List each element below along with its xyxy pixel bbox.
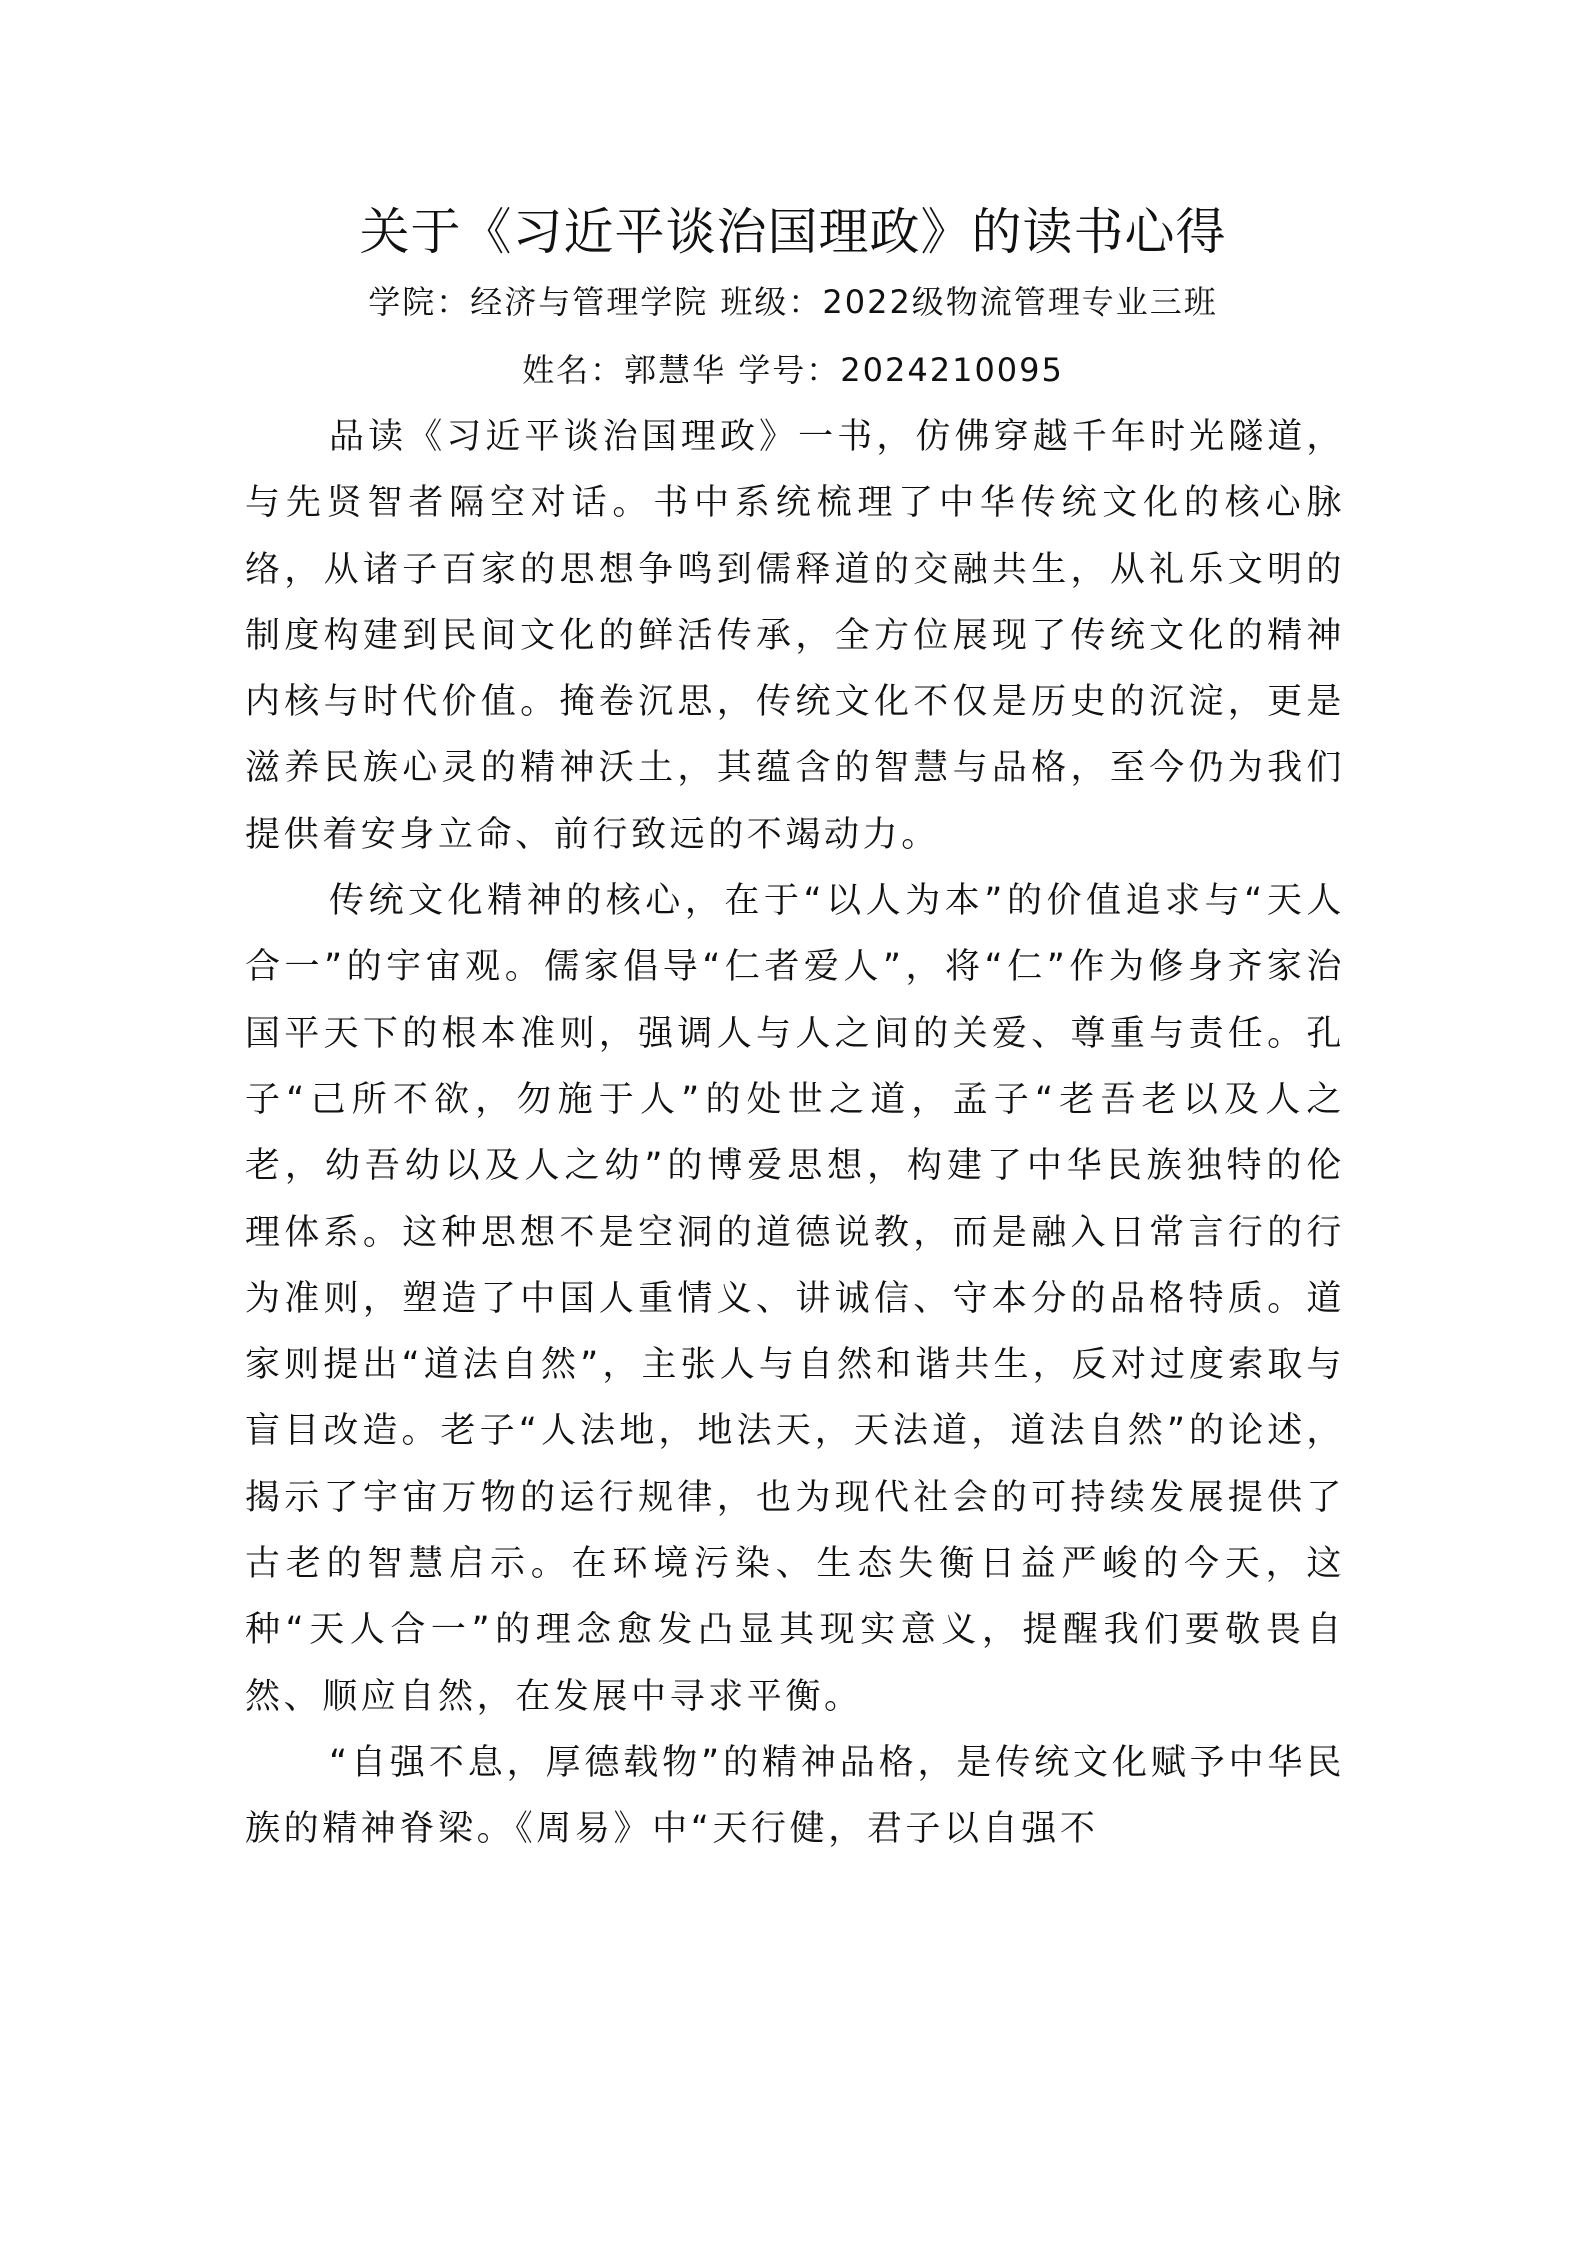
author-name-id: 姓名：郭慧华 学号：2024210095 — [522, 351, 1064, 389]
paragraph-1: 品读《习近平谈治国理政》一书，仿佛穿越千年时光隧道，与先贤智者隔空对话。书中系统梳理了中华传统文化的核心脉络，从诸子百家的思想争鸣到儒释道的交融共生，从礼乐文明的制度构建到民间文化的鲜活传承，全方位展现了传统文化的精神内核与时代价值。掩卷沉思，传统文化不仅是历史的沉淀，更是滋养民族心灵的精神沃土，其蕴含的智慧与品格，至今仍为我们提供着安身立命、前行致远的不竭动力。 — [245, 417, 1345, 855]
paragraph-3: “自强不息，厚德载物”的精神品格，是传统文化赋予中华民族的精神脊梁。《周易》中“天行健，君子以自强不 — [245, 1742, 1345, 1850]
document-title: 关于《习近平谈治国理政》的读书心得 — [359, 203, 1227, 261]
paragraph-2: 传统文化精神的核心，在于“以人为本”的价值追求与“天人合一”的宇宙观。儒家倡导“仁者爱人”，将“仁”作为修身齐家治国平天下的根本准则，强调人与人之间的关爱、尊重与责任。孔子“己所不欲，勿施于人”的处世之道，孟子“老吾老以及人之老，幼吾幼以及人之幼”的博爱思想，构建了中华民族独特的伦理体系。这种思想不是空洞的道德说教，而是融入日常言行的行为准则，塑造了中国人重情义、讲诚信、守本分的品格特质。道家则提出“道法自然”，主张人与自然和谐共生，反对过度索取与盲目改造。老子“人法地，地法天，天法道，道法自然”的论述，揭示了宇宙万物的运行规律，也为现代社会的可持续发展提供了古老的智慧启示。在环境污染、生态失衡日益严峻的今天，这种“天人合一”的理念愈发凸显其现实意义，提醒我们要敬畏自然、顺应自然，在发展中寻求平衡。 — [245, 881, 1345, 1717]
document-body — [245, 404, 1345, 1863]
author-college-class: 学院：经济与管理学院 班级：2022级物流管理专业三班 — [368, 283, 1218, 321]
